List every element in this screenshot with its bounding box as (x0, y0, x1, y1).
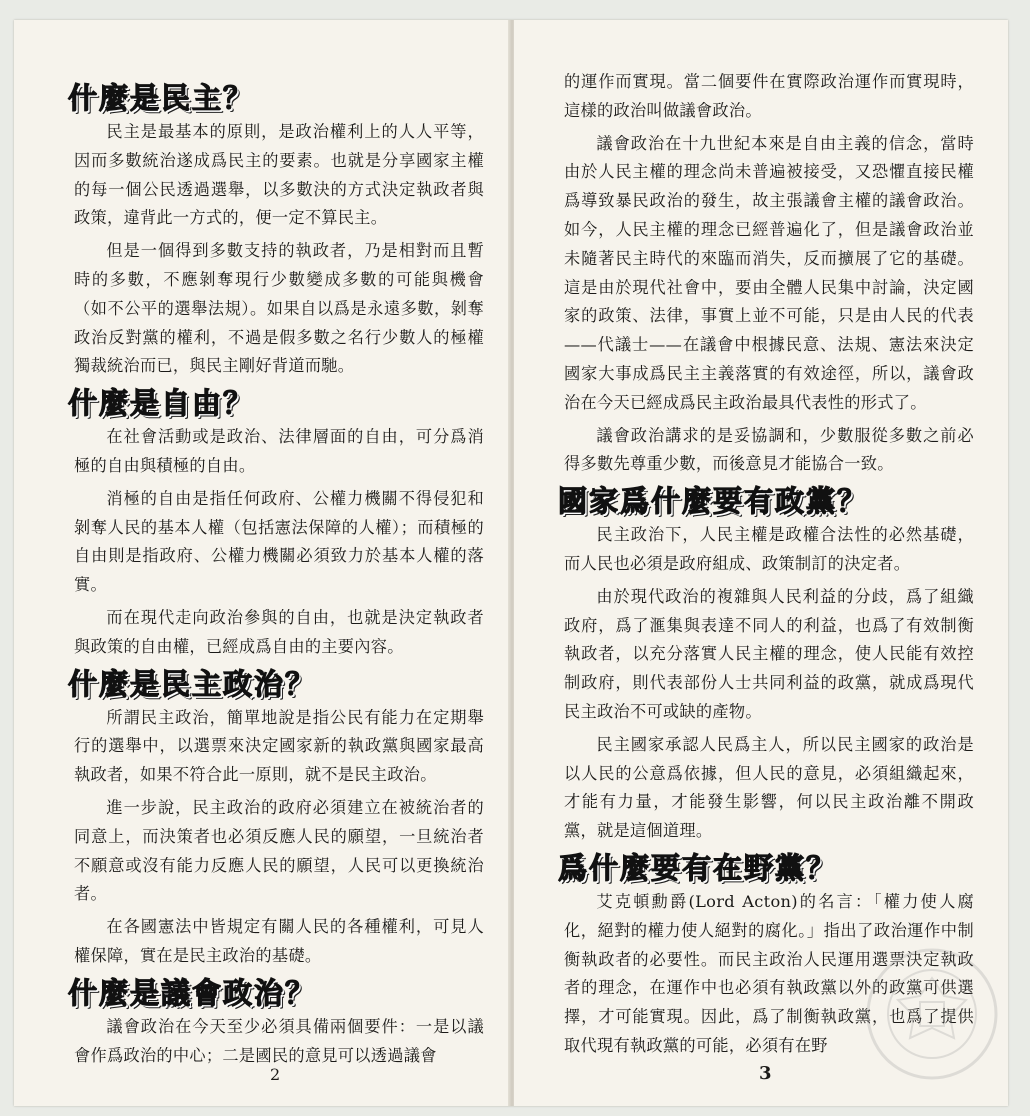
paragraph: 由於現代政治的複雜與人民利益的分歧，爲了組織政府，爲了滙集與表達不同人的利益，也爲了有效制衡執政者，以充分落實人民主權的理念，使人民能有效控制政府，則代表部份人士共同利益的政黨，就成爲現代民主政治不可或缺的產物。 (564, 586, 974, 721)
section-heading: 什麼是議會政治？ (68, 975, 317, 1010)
section-heading: 爲什麼要有在野黨？ (558, 850, 838, 885)
left-column (68, 78, 484, 1074)
paragraph: 在各國憲法中皆規定有關人民的各種權利，可見人權保障，實在是民主政治的基礎。 (74, 917, 484, 965)
paragraph: 民主國家承認人民爲主人，所以民主國家的政治是以人民的公意爲依據，但人民的意見，必須組織起來，才能有力量，才能發生影響，何以民主政治離不開政黨，就是這個道理。 (564, 734, 974, 841)
section-why-parties (558, 483, 974, 846)
university-seal-watermark-icon (862, 944, 1002, 1084)
section-democratic-politics (68, 666, 484, 971)
left-page (14, 20, 511, 1106)
section-heading: 什麼是民主政治？ (68, 666, 317, 701)
right-column (558, 68, 974, 1065)
paragraph: 議會政治在今天至少必須具備兩個要件：一是以議會作爲政治的中心；二是國民的意見可以透過議會 (74, 1016, 484, 1065)
section-parliamentary-politics (68, 975, 484, 1071)
paragraph: 議會政治講求的是妥協調和，少數服從多數之前必得多數先尊重少數，而後意見才能協合一致。 (564, 425, 974, 474)
right-page (514, 20, 1008, 1106)
paragraph: 進一步說，民主政治的政府必須建立在被統治者的同意上，而決策者也必須反應人民的願望，一旦統治者不願意或沒有能力反應人民的願望，人民可以更換統治者。 (74, 797, 484, 904)
page-number: 2 (270, 1065, 281, 1084)
paragraph: 消極的自由是指任何政府、公權力機關不得侵犯和剝奪人民的基本人權（包括憲法保障的人權）；而積極的自由則是指政府、公權力機關必須致力於基本人權的落實。 (74, 488, 484, 595)
paragraph: 在社會活動或是政治、法律層面的自由，可分爲消極的自由與積極的自由。 (74, 427, 484, 475)
paragraph: 民主政治下，人民主權是政權合法性的必然基礎，而人民也必須是政府組成、政策制訂的決定者。 (564, 525, 974, 573)
booklet-spread (14, 20, 1008, 1106)
page-number: 3 (759, 1063, 772, 1084)
paragraph: 所謂民主政治，簡單地說是指公民有能力在定期舉行的選舉中，以選票來決定國家新的執政黨與國家最高執政者，如果不符合此一原則，就不是民主政治。 (74, 707, 484, 785)
paragraph: 議會政治在十九世紀本來是自由主義的信念，當時由於人民主權的理念尚未普遍被接受，又恐懼直接民權爲導致暴民政治的發生，故主張議會主權的議會政治。如今，人民主權的理念已經普遍化了，但是議會政治並未隨著民主時代的來臨而消失，反而擴展了它的基礎。這是由於現代社會中，要由全體人民集中討論，決定國家的政策、法律，事實上並不可能，只是由人民的代表——代議士——在議會中根據民意、法規、憲法來決定國家大事成爲民主主義落實的有效途徑，所以，議會政治在今天已經成爲民主政治最具代表性的形式了。 (564, 133, 974, 412)
section-heading: 什麼是民主？ (68, 81, 255, 115)
continued-paragraph: 的運作而實現。當二個要件在實際政治運作而實現時，這樣的政治叫做議會政治。 (564, 72, 974, 120)
section-democracy (68, 80, 484, 381)
paragraph: 但是一個得到多數支持的執政者，乃是相對而且暫時的多數，不應剝奪現行少數變成多數的可能與機會（如不公平的選舉法規）。如果自以爲是永遠多數，剝奪政治反對黨的權利，不過是假多數之名行少數人的極權獨裁統治而已，與民主剛好背道而馳。 (74, 241, 484, 376)
section-heading: 什麼是自由？ (68, 386, 255, 421)
section-freedom (68, 385, 484, 661)
paragraph: 艾克頓勳爵(Lord Acton)的名言：「權力使人腐化，絕對的權力使人絕對的腐化。」指出了政治運作中制衡執政者的必要性。而民主政治人民運用選票決定執政者的理念，在運作中也必須有執政黨以外的政黨可供選擇，才可能實現。因此，爲了制衡執政黨，也爲了提供取代現有執政黨的可能，必須有在野 (564, 891, 974, 1055)
section-heading: 國家爲什麼要有政黨？ (558, 484, 869, 519)
paragraph: 民主是最基本的原則，是政治權利上的人人平等，因而多數統治遂成爲民主的要素。也就是分享國家主權的每一個公民透過選舉，以多數決的方式決定執政者與政策，違背此一方式的，便一定不算民主。 (74, 122, 484, 228)
paragraph: 而在現代走向政治參與的自由，也就是決定執政者與政策的自由權，已經成爲自由的主要內容。 (74, 607, 484, 656)
